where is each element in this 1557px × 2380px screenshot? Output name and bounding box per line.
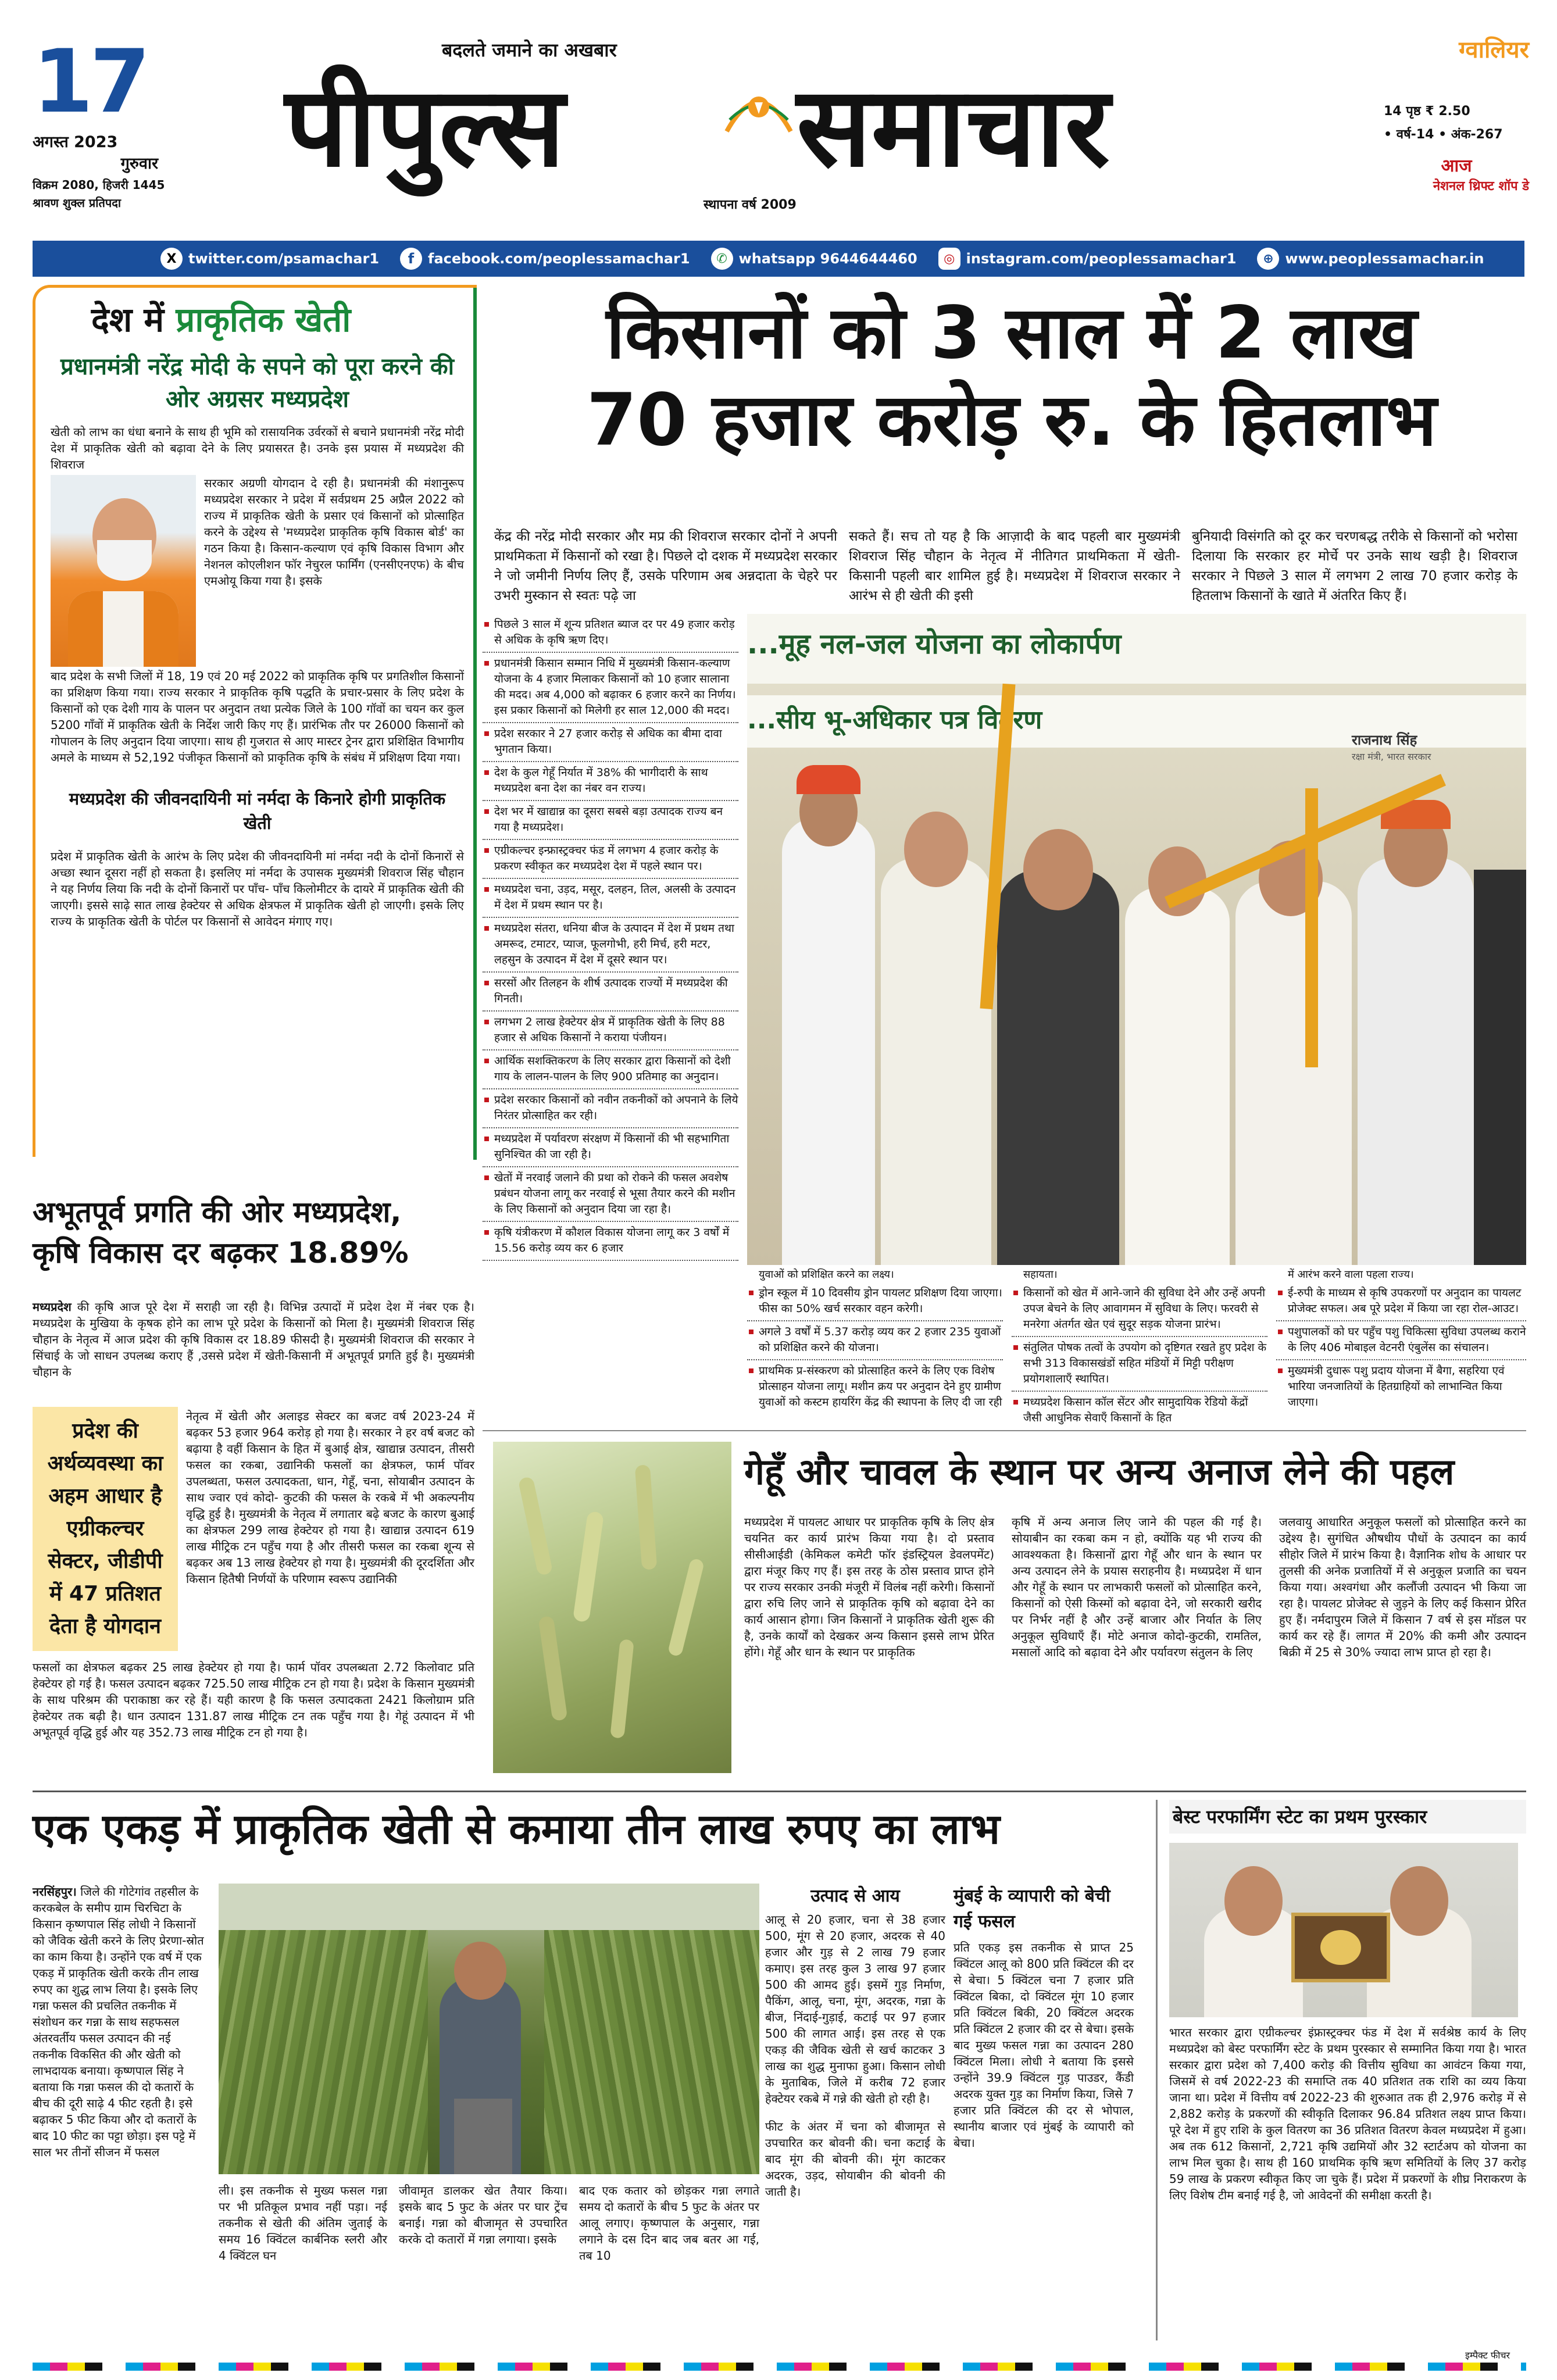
photo-banner-2: ...सीय भू-अधिकार पत्र वितरण (747, 705, 1042, 735)
award-title: बेस्ट परफार्मिंग स्टेट का प्रथम पुरस्कार (1169, 1800, 1526, 1834)
lead-bullet: एग्रीकल्चर इन्फ्रास्ट्रक्चर फंड में लगभग 4 हजार करोड़ के प्रकरण स्वीकृत कर मध्यप्रदेश देश में पहले स्थान पर। (483, 840, 738, 879)
box-body-2: प्रदेश में प्राकृतिक खेती के आरंभ के लिए प्रदेश की जीवनदायिनी मां नर्मदा नदी के दोनों किनारों से अच्छा स्थान दूसरा नहीं हो सकता है। इसलिए मां नर्मदा के उपासक मुख्यमंत्री शिवराज सिंह चौहान ने यह निर्णय लिया कि नदी के दोनों किनारों पर पाँच- पाँच किलोमीटर के दायरे में प्राकृतिक खेती की जाएगी। इससे साढ़े सात लाख हेक्टेयर से अधिक क्षेत्रफल में प्राकृतिक खेती हो जाएगी। इसके लिए राज्य के प्राकृतिक खेती के पोर्टल पर किसानों से आवेदन मंगाए गए। (51, 849, 464, 928)
pages-price: 14 पृष्ठ ₹ 2.50 (1384, 104, 1470, 119)
box-beside-photo: सरकार अग्रणी योगदान दे रही है। प्रधानमंत्री की मंशानुरूप मध्यप्रदेश सरकार ने प्रदेश में सर्वप्रथम 25 अप्रैल 2022 को राज्य में प्राकृतिक खेती के प्रसार एवं किसानों को प्रोत्साहित करने के उद्देश्य से 'मध्यप्रदेश प्राकृतिक कृषि विकास बोर्ड' का गठन किया है। किसान-कल्याण एवं कृषि विकास विभाग और नेशनल कोएलीशन फॉर नेचुरल फार्मिंग (एनसीएनएफ) के बीच एमओयू किया गया है। इसके (204, 476, 464, 588)
lead-bullet: सरसों और तिलहन के शीर्ष उत्पादक राज्यों में मध्यप्रदेश की गिनती। (483, 973, 738, 1012)
social-instagram[interactable]: ◎ instagram.com/peoplessamachar1 (938, 248, 1237, 270)
acre-headline: एक एकड़ में प्राकृतिक खेती से कमाया तीन लाख रुपए का लाभ (33, 1804, 1000, 1853)
photo-name-sub: रक्षा मंत्री, भारत सरकार (1352, 751, 1431, 762)
lead-bullet: संतुलित पोषक तत्वों के उपयोग को दृष्टिगत रखते हुए प्रदेश के सभी 313 विकासखंडों सहित मंडियों में मिट्टी परीक्षण प्रयोगशालाएँ स्थापित। (1012, 1337, 1267, 1392)
paper-name-left: पीपुल्स (285, 62, 565, 191)
lead-bullet: प्रदेश सरकार ने 27 हजार करोड़ से अधिक का बीमा दावा भुगतान किया। (483, 723, 738, 762)
acre-under-photo-2: जीवामृत डालकर खेत तैयार किया। इसके बाद 5 फुट के अंतर पर घार ट्रेंच बनाई। गन्ना को बीजामृत से उपचारित करके दो कतारों में गन्ना लगाया। इसके (399, 2184, 567, 2246)
lead-bullet: लगभग 2 लाख हेक्टेयर क्षेत्र में प्राकृतिक खेती के लिए 88 हजार से अधिक किसानों ने कराया पंजीयन। (483, 1012, 738, 1050)
social-twitter[interactable]: X twitter.com/psamachar1 (160, 248, 379, 270)
growth-pull-quote: प्रदेश की अर्थव्यवस्था का अहम आधार है एग्रीकल्चर सेक्टर, जीडीपी में 47 प्रतिशत देता है योगदान (33, 1407, 178, 1651)
income-box-under: फीट के अंतर में चना को बीजामृत से उपचारित कर बोवनी की। चना कटाई के बाद मूंग की बोवनी की। मूंग काटकर अदरक, उड़द, सोयाबीन की बोवनी की जाती है। (765, 2120, 945, 2199)
color-registration-bar (33, 2363, 1526, 2371)
box-headline: प्रधानमंत्री नरेंद्र मोदी के सपने को पूरा करने की ओर अग्रसर मध्यप्रदेश (60, 353, 454, 413)
grain-col-3: जलवायु आधारित अनुकूल फसलों को प्रोत्साहित करने का उद्देश्य है। सुगंधित औषधीय पौधों के उत्पादन का कार्य सीहोर जिले में प्रारंभ किया है। वैज्ञानिक शोध के आधार पर तुलसी की अनेक प्रजातियों में से अनुकूल प्रजाति का चयन किया गया। अश्वगंधा और कलौंजी उत्पादन भी किया जा रहा है। पायलट प्रोजेक्ट से जुड़ने के लिए कई किसान प्रेरित हुए हैं। नर्मदापुरम जिले में किसान 7 वर्ष से इस मॉडल पर कार्य कर रहे हैं। लागत में 20% की कमी और उत्पादन बिक्री में 25 से 30% ज्यादा लाभ प्राप्त हो रहा है। (1279, 1515, 1526, 1659)
lead-bullet: कृषि यंत्रीकरण में कौशल विकास योजना लागू कर 3 वर्षों में 15.56 करोड़ व्यय कर 6 हजार (483, 1222, 738, 1261)
award-text: भारत सरकार द्वारा एग्रीकल्चर इंफ्रास्ट्रक्चर फंड में देश में सर्वश्रेष्ठ कार्य के लिए मध्यप्रदेश को बेस्ट परफार्मिंग स्टेट के प्रथम पुरस्कार से सम्मानित किया गया है। भारत सरकार द्वारा प्रदेश को 7,400 करोड़ की वित्तीय सुविधा का आवंटन किया गया, जिसमें से वर्ष 2022-23 की समाप्ति तक 40 प्रतिशत तक राशि का व्यय किया जाना था। प्रदेश में वित्तीय वर्ष 2022-23 की शुरुआत तक ही 2,976 करोड़ में से 2,882 करोड़ के प्रकरणों की स्वीकृति दिलाकर 96.84 प्रतिशत लक्ष्य प्राप्त किया। पूरे देश में हुए राशि के कुल वितरण का 36 प्रतिशत वितरण केवल मध्यप्रदेश में हुआ। अब तक 612 किसानों, 2,721 कृषि उद्यमियों और 32 स्टार्टअप को योजना का लाभ मिल चुका है। साथ ही 160 प्राथमिक कृषि ऋण समितियों के लिए 37 करोड़ 59 लाख के प्रकरण स्वीकृत किए जा चुके हैं। प्रदेश में प्रकरणों के शीघ्र निराकरण के लिए विशेष टीम बनाई गई है, जो आवेदनों की समीक्षा करती है। (1169, 2025, 1526, 2202)
award-photo (1169, 1843, 1518, 2017)
edition-city: ग्वालियर (1459, 37, 1529, 63)
today-text: नेशनल थ्रिफ्ट शॉप डे (1433, 179, 1529, 194)
lead-bullet: मुख्यमंत्री दुधारू पशु प्रदाय योजना में बैगा, सहरिया एवं भारिया जनजातियों के हितग्राहियों को लाभान्वित किया जाएगा। (1276, 1360, 1526, 1414)
lead-bullet: मध्यप्रदेश संतरा, धनिया बीज के उत्पादन में देश में प्रथम तथा अमरूद, टमाटर, प्याज, फूलगोभी, हरी मिर्च, हरी मटर, लहसुन के उत्पादन में देश में दूसरे स्थान पर। (483, 918, 738, 973)
lead-bullets (483, 614, 738, 1261)
lead-event-photo (747, 614, 1526, 1265)
box-body: बाद प्रदेश के सभी जिलों में 18, 19 एवं 20 मई 2022 को प्राकृतिक कृषि पर प्रगतिशील किसानों का प्रशिक्षण किया गया। राज्य सरकार ने प्राकृतिक कृषि पद्धति के प्रचार-प्रसार के लिए प्रदेश के किसानों को एक देशी गाय के पालन पर अनुदान तथा प्रत्येक जिले के 100 गॉवों का चयन कर कुल 5200 गाँवों में प्राकृतिक खेती के निर्देश जारी किए गए हैं। प्रारंभिक तौर पर 26000 किसानों को गोपालन के लिए अनुदान दिया जाएगा। साथ ही गुजरात से आए मास्टर ट्रेनर द्वारा प्रशिक्षित विभागीय अमले के माध्यम से 52,192 पंजीकृत किसानों को प्राकृतिक कृषि के संबंध में प्रशिक्षण दिया गया। (51, 669, 464, 764)
mumbai-box (954, 1884, 1134, 2151)
grain-col-2: कृषि में अन्य अनाज लिए जाने की पहल की गई है। सोयाबीन का रकबा कम न हो, क्योंकि यह भी राज्य की आवश्यकता है। किसानों द्वारा गेहूँ और धान के स्थान पर अन्य उत्पादन लेने के प्रयास सराहनीय है। मध्यप्रदेश में धान और गेहूँ के स्थान पर लाभकारी फसलों को प्रोत्साहित करने, किसानों को ऐसी किस्मों को बढ़ावा देने, जो सरकारी खरीद पर निर्भर नहीं है और उन्हें बाजार और निर्यात के लिए अनुकूल सुविधाएँ हैं। मोटे अनाज कोदो-कुटकी, रामतिल, मसालों आदि को बढ़ावा देने और पर्यावरण संतुलन के लिए (1012, 1515, 1262, 1659)
x-icon: X (160, 248, 183, 270)
box-intro: खेती को लाभ का धंधा बनाने के साथ ही भूमि को रासायनिक उर्वरकों से बचाने प्रधानमंत्री नरेंद्र मोदी देश में प्राकृतिक खेती को बढ़ावा देने के लिए प्रयासरत है। उनके इस प्रयास में मध्यप्रदेश की शिवराज (51, 425, 464, 471)
lead-col-3: बुनियादी विसंगति को दूर कर चरणबद्ध तरीके से किसानों को भरोसा दिलाया कि सरकार हर मोर्चे पर उनके साथ खड़ी है। शिवराज सरकार ने पिछले 3 साल में लगभग 2 लाख 70 हजार करोड़ के हितलाभ किसानों के खाते में अंतरित किए हैं। (1192, 529, 1517, 603)
pm-photo (51, 475, 196, 667)
lead-bullet: किसानों को खेत में आने-जाने की सुविधा देने और उन्हें अपनी उपज बेचने के लिए आवागमन में सुविधा के लिए। फरवरी से मनरेगा अंतर्गत खेत एवं सुदूर सड़क योजना प्रारंभ। (1012, 1282, 1267, 1337)
date-weekday: गुरुवार (120, 155, 158, 173)
volume-issue: • वर्ष-14 • अंक-267 (1384, 127, 1503, 142)
wheat-photo (493, 1442, 731, 1773)
lead-bullet: मध्यप्रदेश में पर्यावरण संरक्षण में किसानों की भी सहभागिता सुनिश्चित की जा रही है। (483, 1128, 738, 1167)
income-box-title: उत्पाद से आय (810, 1886, 900, 1906)
lead-bullet: प्रधानमंत्री किसान सम्मान निधि में मुख्यमंत्री किसान-कल्याण योजना के 4 हजार मिलाकर किसानों को 10 हजार सालाना की मदद। अब 4,000 को बढ़ाकर 6 हजार करने का निर्णय। इस प्रकार किसानों को मिलेगी हर साल 12,000 की मदद। (483, 653, 738, 723)
grain-headline: गेहूँ और चावल के स्थान पर अन्य अनाज लेने की पहल (744, 1450, 1455, 1493)
lead-bullet: पिछले 3 साल में शून्य प्रतिशत ब्याज दर पर 49 हजार करोड़ से अधिक के कृषि ऋण दिए। (483, 614, 738, 653)
lead-bullet: प्राथमिक प्र-संस्करण को प्रोत्साहित करने के लिए एक विशेष प्रोत्साहन योजना लागू। मशीन क्रय पर अनुदान देने हुए ग्रामीण युवाओं को कस्टम हायरिंग केंद्र की स्थापना के लिए दी जा रही (747, 1360, 1003, 1414)
income-box-text: आलू से 20 हजार, चना से 38 हजार 500, मूंग से 20 हजार, अदरक से 40 हजार और गुड़ से 2 लाख 79 हजार कमाए। इस तरह कुल 3 लाख 97 हजार 500 की आमद हुई। इसमें गुड़ निर्माण, पैकिंग, आलू, चना, मूंग, अदरक, गन्ना के बीज, निंदाई-गुड़ाई, कटाई पर 97 हजार 500 की लागत आई। इस तरह से एक एकड़ की जैविक खेती से खर्च काटकर 3 लाख का शुद्ध मुनाफा हुआ। किसान लोधी के मुताबिक, जिले में करीब 72 हजार हेक्टेयर रकबे में गन्ने की खेती हो रही है। (765, 1913, 945, 2106)
grain-col-1: मध्यप्रदेश में पायलट आधार पर प्राकृतिक कृषि के लिए क्षेत्र चयनित कर कार्य प्रारंभ किया गया है। दो प्रस्ताव सीसीआईडी (केमिकल कमेटी फॉर इंडस्ट्रियल डेवलपमेंट) द्वारा मंजूर किए गए हैं। इस तरह के ठोस प्रस्ताव प्राप्त होने पर राज्य सरकार उनकी मंजूरी में विलंब नहीं करेगी। किसानों द्वारा रुचि लिए जाने से प्राकृतिक कृषि को बढ़ावा देने का कार्य आसान होगा। जिन किसानों ने प्राकृतिक खेती शुरू की है, उनके कार्यों को देखकर अन्य किसान इससे लाभ प्रेरित होंगे। गेहूँ और धान के स्थान पर प्राकृतिक (744, 1515, 994, 1659)
lead-bullet: ई-रुपी के माध्यम से कृषि उपकरणों पर अनुदान का पायलट प्रोजेक्ट सफल। अब पूरे प्रदेश में किया जा रहा रोल-आउट। (1276, 1282, 1526, 1321)
natural-farming-box (33, 285, 477, 1157)
instagram-icon: ◎ (938, 248, 960, 270)
paper-logo[interactable] (285, 63, 1250, 196)
box-subhead: मध्यप्रदेश की जीवनदायिनी मां नर्मदा के किनारे होगी प्राकृतिक खेती (69, 789, 446, 833)
lead-under-col-3: में आरंभ करने वाला पहला राज्य। ई-रुपी के माध्यम से कृषि उपकरणों पर अनुदान का पायलट प्रोजेक्ट सफल। अब पूरे प्रदेश में किया जा रहा रोल-आउट। पशुपालकों को घर पहुँच पशु चिकित्सा सुविधा उपलब्ध कराने के लिए 406 मोबाइल वेटनरी एंबुलेंस का संचालन। मुख्यमंत्री दुधारू पशु प्रदाय योजना में बैगा, सहरिया एवं भारिया जनजातियों के हितग्राहियों को लाभान्वित किया जाएगा। (1276, 1267, 1526, 1414)
lead-under-col-1: युवाओं को प्रशिक्षित करने का लक्ष्य। ड्रोन स्कूल में 10 दिवसीय ड्रोन पायलट प्रशिक्षण दिया जाएगा। फीस का 50% खर्च सरकार वहन करेगी। अगले 3 वर्षों में 5.37 करोड़ व्यय कर 2 हजार 235 युवाओं को प्रशिक्षित करने की योजना। प्राथमिक प्र-संस्करण को प्रोत्साहित करने के लिए एक विशेष प्रोत्साहन योजना लागू। मशीन क्रय पर अनुदान देने हुए ग्रामीण युवाओं को कस्टम हायरिंग केंद्र की स्थापना के लिए दी जा रही (747, 1267, 1003, 1414)
mumbai-text: प्रति एकड़ इस तकनीक से प्राप्त 25 क्विंटल आलू को 800 प्रति क्विंटल की दर से बेचा। 5 क्विंटल चना 7 हजार प्रति क्विंटल बिका, दो क्विंटल मूंग 10 हजार प्रति क्विंटल बिकी, 20 क्विंटल अदरक प्रति क्विंटल 2 हजार की दर से बेचा। इसके बाद मुख्य फसल गन्ना का उत्पादन 280 क्विंटल मिला। लोधी ने बताया कि इससे उन्होंने 39.9 क्विंटल गुड़ पाउडर, कैंडी अदरक युक्त गुड़ का निर्माण किया, जिसे 7 हजार प्रति क्विंटल की दर से भोपाल, स्थानीय बाजार एवं मुंबई के व्यापारी को बेचा। (954, 1941, 1134, 2150)
lead-headline: किसानों को 3 साल में 2 लाख 70 हजार करोड़ रु. के हितलाभ (587, 291, 1437, 462)
whatsapp-icon: ✆ (711, 248, 733, 270)
sugarcane-photo (219, 1884, 759, 2174)
today-label: आज (1441, 156, 1472, 176)
date-month-year: अगस्त 2023 (33, 133, 118, 151)
lead-bullet: खेतों में नरवाई जलाने की प्रथा को रोकने की फसल अवशेष प्रबंधन योजना लागू कर नरवाई से भूसा तैयार करने की मशीन के लिए किसानों को अनुदान दिया जा रहा है। (483, 1167, 738, 1222)
lead-bullet: देश के कुल गेहूँ निर्यात में 38% की भागीदारी के साथ मध्यप्रदेश बना देश का नंबर वन राज्य। (483, 762, 738, 801)
social-facebook[interactable]: f facebook.com/peoplessamachar1 (400, 248, 690, 270)
lead-bullet: देश भर में खाद्यान्न का दूसरा सबसे बड़ा उत्पादक राज्य बन गया है मध्यप्रदेश। (483, 801, 738, 840)
date-block (33, 31, 166, 230)
acre-under-photo-3: बाद एक कतार को छोड़कर गन्ना लगाते समय दो कतारों के बीच 5 फुट के अंतर पर आलू लगाए। कृष्णपाल के अनुसार, गन्ना लगाने के दस दिन बाद जब बतर आ गई, तब 10 (579, 2184, 759, 2263)
growth-beside-quote: नेतृत्व में खेती और अलाइड सेक्टर का बजट वर्ष 2023-24 में बढ़कर 53 हजार 964 करोड़ हो गया है। सरकार ने हर वर्ष बजट को बढ़ाया है वहीं किसान के हित में बुआई क्षेत्र, खाद्यान्न उत्पादन, तीसरी फसल का रकबा, उद्यानिकी फसलों का क्षेत्रफल, फार्म पॉवर उपलब्धता, फसल उत्पादकता, धान, गेहूँ, चना, सोयाबीन उत्पादन के साथ ज्वार एवं कोदो- कुटकी की फसल के रकबे में भी अकल्पनीय वृद्धि हुई है। मुख्यमंत्री के नेतृत्व में लगातार बढ़े बजट के कारण बुआई का क्षेत्रफल 299 लाख हेक्टेयर हो गया है। खाद्यान्न उत्पादन 619 लाख मीट्रिक टन पहुँच गया है और तीसरी फसल का रकबा शून्य से बढ़कर अब 13 लाख हेक्टेयर हो गया है। मुख्यमंत्री की दूरदर्शिता और किसान हितैषी निर्णयों के परिणाम स्वरूप उद्यानिकी (186, 1409, 474, 1586)
lead-bullet: प्रदेश सरकार किसानों को नवीन तकनीकों को अपनाने के लिये निरंतर प्रोत्साहित कर रही। (483, 1089, 738, 1128)
tagline: बदलते जमाने का अखबार (442, 39, 617, 61)
social-website[interactable]: ⊕ www.peoplessamachar.in (1257, 248, 1484, 270)
pen-emblem-icon (721, 79, 797, 149)
lead-bullet: अगले 3 वर्षों में 5.37 करोड़ व्यय कर 2 हजार 235 युवाओं को प्रशिक्षित करने की योजना। (747, 1321, 1003, 1360)
date-tithi: श्रावण शुक्ल प्रतिपदा (33, 196, 122, 210)
income-box (765, 1884, 945, 2200)
lead-bullet: मध्यप्रदेश किसान कॉल सेंटर और सामुदायिक रेडियो केंद्रों जैसी आधुनिक सेवाएँ किसानों के हित (1012, 1392, 1267, 1430)
lead-under-col-2: सहायता। किसानों को खेत में आने-जाने की सुविधा देने और उन्हें अपनी उपज बेचने के लिए आवागमन में सुविधा के लिए। फरवरी से मनरेगा अंतर्गत खेत एवं सुदूर सड़क योजना प्रारंभ। संतुलित पोषक तत्वों के उपयोग को दृष्टिगत रखते हुए प्रदेश के सभी 313 विकासखंडों सहित मंडियों में मिट्टी परीक्षण प्रयोगशालाएँ स्थापित। मध्यप्रदेश किसान कॉल सेंटर और सामुदायिक रेडियो केंद्रों जैसी आधुनिक सेवाएँ किसानों के हित (1012, 1267, 1267, 1430)
mumbai-title: मुंबई के व्यापारी को बेची गई फसल (954, 1886, 1110, 1932)
photo-banner-1: ...मूह नल-जल योजना का लोकार्पण (747, 628, 1122, 660)
established-year: स्थापना वर्ष 2009 (703, 198, 797, 212)
date-samvat: विक्रम 2080, हिजरी 1445 (33, 178, 165, 192)
date-day: 17 (33, 31, 147, 133)
paper-name-right: समाचार (797, 62, 1110, 191)
globe-icon: ⊕ (1257, 248, 1279, 270)
facebook-icon: f (400, 248, 422, 270)
lead-col-1: केंद्र की नरेंद्र मोदी सरकार और मप्र की शिवराज सरकार दोनों ने अपनी प्राथमिकता में किसानों को रखा है। पिछले दो दशक में मध्यप्रदेश सरकार ने जो जमीनी निर्णय लिए हैं, उसके परिणाम अब अन्नदाता के चेहरे पर उभरी मुस्कान से स्वतः पढ़े जा (494, 529, 837, 603)
growth-body: फसलों का क्षेत्रफल बढ़कर 25 लाख हेक्टेयर हो गया है। फार्म पॉवर उपलब्धता 2.72 किलोवाट प्रति हेक्टेयर हो गई है। फसल उत्पादन बढ़कर 725.50 लाख मीट्रिक टन हो गया है। प्रदेश के किसान मुख्यमंत्री के साथ परिश्रम की पराकाष्ठा कर रहे हैं। यही कारण है कि फसल उत्पादकता 2421 किलोग्राम प्रति हेक्टेयर तक बढ़ी है। धान उत्पादन 131.87 लाख मीट्रिक टन तक पहुँच गया है। गेहूं उत्पादन में भी अभूतपूर्व वृद्धि हुई और यह 352.73 लाख मीट्रिक टन हो गया है। (33, 1660, 474, 1739)
lead-bullet: ड्रोन स्कूल में 10 दिवसीय ड्रोन पायलट प्रशिक्षण दिया जाएगा। फीस का 50% खर्च सरकार वहन करेगी। (747, 1282, 1003, 1321)
acre-col-1: नरसिंहपुर। जिले की गोटेगांव तहसील के करकबेल के समीप ग्राम चिरचिटा के किसान कृष्णपाल सिंह लोधी ने किसानों को जैविक खेती करने के लिए प्रेरणा-स्रोत का काम किया है। उन्होंने एक वर्ष में एक एकड़ में प्राकृतिक खेती करके तीन लाख रुपए का शुद्ध लाभ लिया है। इसके लिए गन्ना फसल की प्रचलित तकनीक में संशोधन कर गन्ना के साथ सहफसल अंतरवर्तीय फसल उत्पादन की नई तकनीक विकसित की और खेती को लाभदायक बनाया। कृष्णपाल सिंह ने बताया कि गन्ना फसल की दो कतारों के बीच की दूरी साढ़े 4 फीट रहती है। इसे बढ़ाकर 5 फीट किया और दो कतारों के बाद 10 फीट का पट्टा छोड़ा। इस पट्टे में साल भर तीनों सीजन में फसल (33, 1885, 204, 2159)
edition-info (1384, 33, 1529, 194)
box-kicker: देश में प्राकृतिक खेती (91, 300, 351, 340)
feature-tag: इम्पैक्ट फीचर (1465, 2350, 1510, 2361)
photo-name: राजनाथ सिंह (1352, 732, 1417, 748)
growth-intro: मध्यप्रदेश की कृषि आज पूरे देश में सराही जा रही है। विभिन्न उत्पादों में प्रदेश देश में नंबर एक है। मध्यप्रदेश के मुखिया के कृषक होने का लाभ पूरे प्रदेश के किसानों को मिला है। मुख्यमंत्री शिवराज सिंह चौहान के नेतृत्व में आज प्रदेश की कृषि विकास दर 18.89 फीसदी है। मुख्यमंत्री शिवराज की सरकार ने सिंचाई के जो साधन उपलब्ध कराए हैं ,उससे प्रदेश में खेती-किसानी में अभूतपूर्व प्रगति हुई है। मुख्यमंत्री चौहान के (33, 1300, 474, 1379)
lead-bullet: पशुपालकों को घर पहुँच पशु चिकित्सा सुविधा उपलब्ध कराने के लिए 406 मोबाइल वेटनरी एंबुलेंस का संचालन। (1276, 1321, 1526, 1360)
lead-bullet: आर्थिक सशक्तिकरण के लिए सरकार द्वारा किसानों को देशी गाय के लालन-पालन के लिए 900 प्रतिमाह का अनुदान। (483, 1050, 738, 1089)
social-whatsapp[interactable]: ✆ whatsapp 9644644460 (711, 248, 917, 270)
social-bar (33, 241, 1524, 277)
acre-under-photo-1: ली। इस तकनीक से मुख्य फसल गन्ना पर भी प्रतिकूल प्रभाव नहीं पड़ा। नई तकनीक से खेती की अंतिम जुताई के समय 16 क्विंटल कार्बनिक स्लरी और 4 क्विंटल घन (219, 2184, 387, 2263)
lead-col-2: सकते हैं। सच तो यह है कि आज़ादी के बाद पहली बार मुख्यमंत्री शिवराज सिंह चौहान के नेतृत्व में नीतिगत प्राथमिकता में खेती-किसानी पहली बार शामिल हुई है। मध्यप्रदेश में शिवराज सरकार ने आरंभ से ही खेती की इसी (849, 529, 1180, 603)
lead-bullet: मध्यप्रदेश चना, उड़द, मसूर, दलहन, तिल, अलसी के उत्पादन में देश में प्रथम स्थान पर है। (483, 879, 738, 918)
award-box (1156, 1800, 1526, 2340)
growth-headline: अभूतपूर्व प्रगति की ओर मध्यप्रदेश, कृषि विकास दर बढ़कर 18.89% (33, 1195, 409, 1270)
